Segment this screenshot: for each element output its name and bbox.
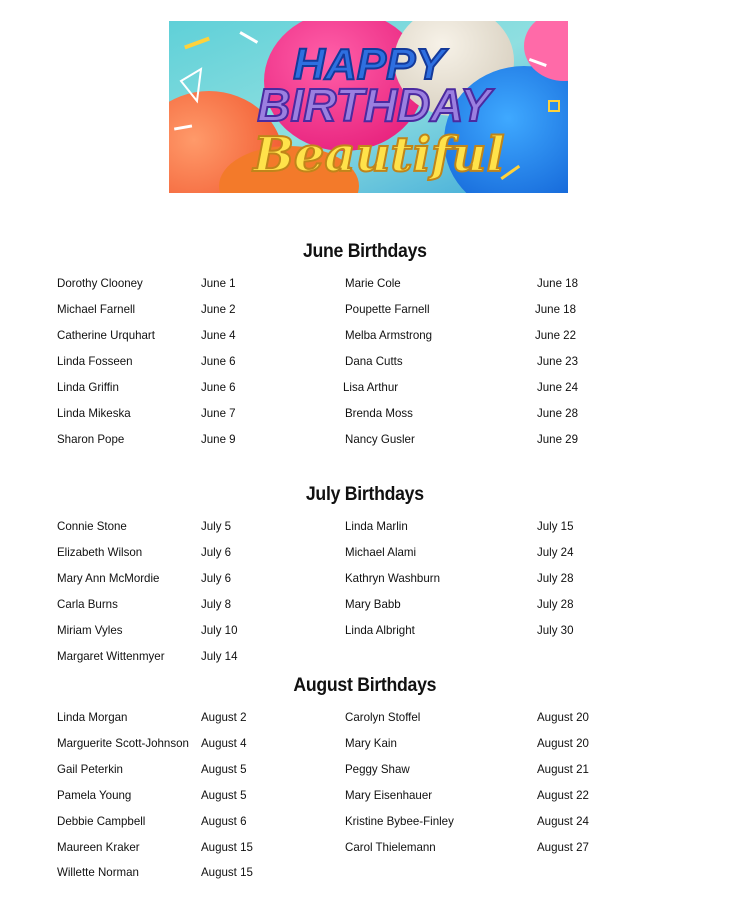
june-heading: June Birthdays	[302, 241, 427, 262]
birthday-date: August 15	[201, 865, 253, 879]
birthday-name: Dana Cutts	[345, 354, 403, 368]
birthday-name: Marguerite Scott-Johnson	[57, 736, 189, 750]
birthday-date: June 4	[201, 328, 236, 342]
august-heading: August Birthdays	[293, 675, 437, 696]
birthday-date: June 6	[201, 380, 236, 394]
birthday-name: Brenda Moss	[345, 406, 413, 420]
birthday-date: August 5	[201, 788, 247, 802]
birthday-name: Linda Marlin	[345, 519, 408, 533]
birthday-date: July 5	[201, 519, 232, 533]
birthday-date: June 29	[537, 432, 578, 446]
birthday-name: Linda Albright	[345, 623, 415, 637]
birthday-date: June 6	[201, 354, 236, 368]
birthday-date: July 8	[201, 597, 232, 611]
birthday-name: Lisa Arthur	[343, 380, 399, 394]
birthday-date: June 2	[201, 302, 236, 316]
banner-line-1: HAPPY	[293, 40, 445, 89]
birthday-name: Elizabeth Wilson	[57, 545, 143, 559]
birthday-name: Kristine Bybee-Finley	[345, 814, 454, 828]
birthday-name: Mary Ann McMordie	[57, 571, 160, 585]
birthday-name: Sharon Pope	[57, 432, 125, 446]
birthday-date: June 1	[201, 276, 236, 290]
birthday-name: Linda Morgan	[57, 710, 128, 724]
birthday-name: Catherine Urquhart	[57, 328, 155, 342]
birthday-name: Poupette Farnell	[345, 302, 430, 316]
birthday-date: June 22	[535, 328, 576, 342]
birthday-name: Miriam Vyles	[57, 623, 123, 637]
birthday-date: July 10	[201, 623, 238, 637]
birthday-date: August 21	[537, 762, 589, 776]
birthday-date: July 15	[537, 519, 574, 533]
birthday-date: July 28	[537, 571, 574, 585]
birthday-name: Melba Armstrong	[345, 328, 433, 342]
birthday-name: Marie Cole	[345, 276, 401, 290]
birthday-date: July 14	[201, 649, 238, 663]
birthday-date: August 15	[201, 840, 253, 854]
birthday-name: Maureen Kraker	[57, 840, 140, 854]
birthday-name: Margaret Wittenmyer	[57, 649, 165, 663]
birthday-name: Linda Mikeska	[57, 406, 131, 420]
birthday-name: Willette Norman	[57, 865, 139, 879]
birthday-name: Carolyn Stoffel	[345, 710, 421, 724]
birthday-name: Linda Fosseen	[57, 354, 133, 368]
birthday-date: July 6	[201, 571, 232, 585]
birthday-name: Pamela Young	[57, 788, 132, 802]
birthday-date: August 20	[537, 736, 589, 750]
birthday-date: August 27	[537, 840, 589, 854]
birthday-date: June 24	[537, 380, 578, 394]
birthday-date: July 24	[537, 545, 574, 559]
birthday-name: Gail Peterkin	[57, 762, 123, 776]
birthday-name: Debbie Campbell	[57, 814, 146, 828]
birthday-date: July 6	[201, 545, 232, 559]
birthday-name: Peggy Shaw	[345, 762, 410, 776]
birthday-date: July 28	[537, 597, 574, 611]
happy-birthday-banner	[169, 21, 568, 193]
birthday-date: June 18	[537, 276, 578, 290]
birthday-date: August 24	[537, 814, 589, 828]
birthday-name: Kathryn Washburn	[345, 571, 440, 585]
birthday-name: Mary Kain	[345, 736, 397, 750]
birthday-date: June 18	[535, 302, 576, 316]
birthday-date: August 4	[201, 736, 247, 750]
birthday-name: Carol Thielemann	[345, 840, 436, 854]
birthday-name: Nancy Gusler	[345, 432, 415, 446]
birthday-date: June 28	[537, 406, 578, 420]
birthday-name: Dorothy Clooney	[57, 276, 143, 290]
birthday-date: August 6	[201, 814, 247, 828]
birthday-date: June 23	[537, 354, 578, 368]
birthday-date: August 22	[537, 788, 589, 802]
birthday-name: Mary Babb	[345, 597, 401, 611]
birthday-date: June 9	[201, 432, 236, 446]
birthday-date: August 5	[201, 762, 247, 776]
birthday-name: Michael Alami	[345, 545, 417, 559]
birthday-date: August 2	[201, 710, 247, 724]
banner-line-2: BIRTHDAY	[257, 79, 491, 131]
birthday-date: August 20	[537, 710, 589, 724]
birthday-name: Michael Farnell	[57, 302, 136, 316]
birthday-name: Linda Griffin	[57, 380, 119, 394]
july-heading: July Birthdays	[305, 484, 424, 505]
birthday-date: July 30	[537, 623, 574, 637]
birthday-name: Connie Stone	[57, 519, 127, 533]
banner-line-3: Beautiful	[253, 127, 505, 183]
birthday-name: Mary Eisenhauer	[345, 788, 433, 802]
birthday-name: Carla Burns	[57, 597, 118, 611]
birthday-date: June 7	[201, 406, 236, 420]
